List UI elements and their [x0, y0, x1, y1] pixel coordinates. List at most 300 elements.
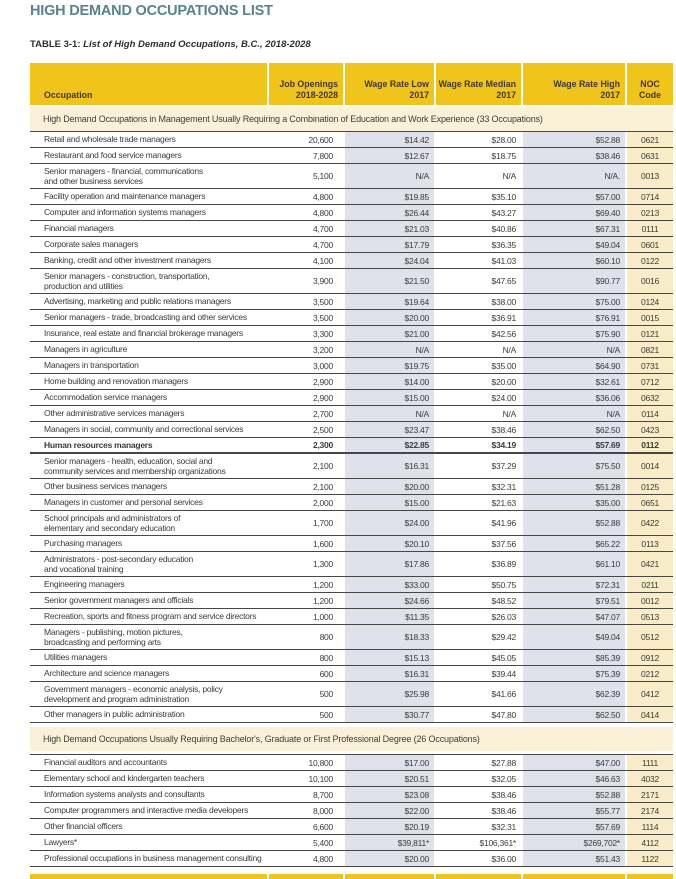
wage-rate-high-cell: $57.69 — [521, 819, 625, 834]
wage-rate-low-cell: $16.31 — [343, 454, 434, 478]
wage-rate-median-cell: $47.80 — [434, 707, 521, 722]
table-header-row — [30, 63, 673, 105]
wage-rate-low-cell: $15.13 — [343, 650, 434, 665]
wage-rate-low-cell: $21.03 — [343, 221, 434, 236]
noc-code-cell: 0731 — [625, 358, 673, 373]
wage-rate-low-cell: $39,811* — [343, 835, 434, 850]
column-header-wage-high: Wage Rate High 2017 — [521, 63, 625, 105]
occupations-table — [30, 63, 673, 879]
wage-rate-high-cell: $85.39 — [521, 650, 625, 665]
noc-code-cell: 0212 — [625, 666, 673, 681]
wage-rate-median-cell: $32.05 — [434, 771, 521, 786]
noc-code-cell: 0912 — [625, 650, 673, 665]
wage-rate-high-cell: $51.43 — [521, 851, 625, 866]
job-openings-cell: 3,500 — [267, 294, 343, 309]
wage-rate-high-cell: $52.88 — [521, 787, 625, 802]
next-header-segment — [267, 874, 343, 879]
occupation-cell: Home building and renovation managers — [44, 376, 188, 387]
job-openings-cell: 4,100 — [267, 253, 343, 268]
wage-rate-median-cell: $37.29 — [434, 454, 521, 478]
wage-rate-high-cell: $69.40 — [521, 205, 625, 220]
noc-code-cell: 0513 — [625, 609, 673, 624]
wage-rate-median-cell: $35.00 — [434, 358, 521, 373]
wage-rate-median-cell: $34.19 — [434, 438, 521, 452]
noc-code-cell: 0601 — [625, 237, 673, 252]
noc-code-cell: 0422 — [625, 511, 673, 535]
occupation-cell: Senior managers - health, education, social and community services and membership organizations — [44, 455, 226, 476]
wage-rate-low-cell: $19.85 — [343, 189, 434, 204]
wage-rate-median-cell: $38.46 — [434, 803, 521, 818]
wage-rate-median-cell: $37.56 — [434, 536, 521, 551]
job-openings-cell: 5,100 — [267, 164, 343, 188]
wage-rate-low-cell: N/A — [343, 164, 434, 188]
occupation-cell: Financial managers — [44, 223, 114, 234]
wage-rate-median-cell: $32.31 — [434, 819, 521, 834]
next-header-segment — [625, 874, 673, 879]
wage-rate-low-cell: $23.47 — [343, 422, 434, 437]
occupation-cell: Human resources managers — [44, 439, 153, 450]
wage-rate-median-cell: $45.05 — [434, 650, 521, 665]
table-row — [30, 205, 673, 221]
job-openings-cell: 20,600 — [267, 132, 343, 147]
job-openings-cell: 4,800 — [267, 205, 343, 220]
wage-rate-low-cell: $24.00 — [343, 511, 434, 535]
wage-rate-low-cell: $24.04 — [343, 253, 434, 268]
occupation-cell: Information systems analysts and consultants — [44, 789, 205, 800]
wage-rate-high-cell: $55.77 — [521, 803, 625, 818]
wage-rate-high-cell: $67.31 — [521, 221, 625, 236]
wage-rate-low-cell: $15.00 — [343, 390, 434, 405]
wage-rate-high-cell: $65.22 — [521, 536, 625, 551]
wage-rate-median-cell: $38.46 — [434, 422, 521, 437]
table-row — [30, 132, 673, 148]
table-row — [30, 358, 673, 374]
wage-rate-high-cell: $47.00 — [521, 755, 625, 770]
table-row — [30, 682, 673, 707]
wage-rate-low-cell: $20.51 — [343, 771, 434, 786]
noc-code-cell: 0632 — [625, 390, 673, 405]
occupation-cell: Facility operation and maintenance managers — [44, 191, 206, 202]
wage-rate-low-cell: $22.85 — [343, 438, 434, 452]
wage-rate-median-cell: $35.10 — [434, 189, 521, 204]
wage-rate-high-cell: $75.90 — [521, 326, 625, 341]
table-row — [30, 511, 673, 536]
noc-code-cell: 0621 — [625, 132, 673, 147]
noc-code-cell: 4032 — [625, 771, 673, 786]
table-row — [30, 495, 673, 511]
noc-code-cell: 0651 — [625, 495, 673, 510]
noc-code-cell: 0112 — [625, 438, 673, 452]
section-rows — [30, 754, 673, 867]
wage-rate-high-cell: $90.77 — [521, 269, 625, 293]
noc-code-cell: 0423 — [625, 422, 673, 437]
occupation-cell: Managers in transportation — [44, 360, 139, 371]
noc-code-cell: 0821 — [625, 342, 673, 357]
next-header-segment — [521, 874, 625, 879]
wage-rate-median-cell: $36.91 — [434, 310, 521, 325]
wage-rate-high-cell: $49.04 — [521, 625, 625, 649]
occupation-cell: Elementary school and kindergarten teachers — [44, 773, 205, 784]
occupation-cell: Administrators - post-secondary education and vocational training — [44, 553, 193, 574]
wage-rate-low-cell: $23.08 — [343, 787, 434, 802]
noc-code-cell: 2171 — [625, 787, 673, 802]
section-rows — [30, 131, 673, 723]
job-openings-cell: 1,200 — [267, 577, 343, 592]
next-header-segment — [434, 874, 521, 879]
wage-rate-median-cell: $106,361* — [434, 835, 521, 850]
wage-rate-median-cell: $38.46 — [434, 787, 521, 802]
table-row — [30, 269, 673, 294]
noc-code-cell: 0014 — [625, 454, 673, 478]
wage-rate-median-cell: $41.96 — [434, 511, 521, 535]
wage-rate-median-cell: $47.65 — [434, 269, 521, 293]
wage-rate-median-cell: $28.00 — [434, 132, 521, 147]
job-openings-cell: 7,800 — [267, 148, 343, 163]
occupation-cell: Corporate sales managers — [44, 239, 139, 250]
job-openings-cell: 2,500 — [267, 422, 343, 437]
wage-rate-high-cell: $269,702* — [521, 835, 625, 850]
job-openings-cell: 3,200 — [267, 342, 343, 357]
wage-rate-high-cell: $32.61 — [521, 374, 625, 389]
wage-rate-high-cell: $35.00 — [521, 495, 625, 510]
table-caption-text: List of High Demand Occupations, B.C., 2018-2028 — [83, 39, 311, 50]
occupation-cell: School principals and administrators of elementary and secondary education — [44, 512, 181, 533]
wage-rate-median-cell: $29.42 — [434, 625, 521, 649]
job-openings-cell: 500 — [267, 707, 343, 722]
wage-rate-high-cell: $75.50 — [521, 454, 625, 478]
noc-code-cell: 1114 — [625, 819, 673, 834]
next-table-header-strip — [30, 874, 673, 879]
table-row — [30, 148, 673, 164]
wage-rate-low-cell: $20.10 — [343, 536, 434, 551]
wage-rate-median-cell: $32.31 — [434, 479, 521, 494]
wage-rate-high-cell: $75.39 — [521, 666, 625, 681]
wage-rate-high-cell: $62.50 — [521, 707, 625, 722]
wage-rate-low-cell: N/A — [343, 406, 434, 421]
column-header-noc-code: NOC Code — [625, 63, 673, 105]
wage-rate-high-cell: $38.46 — [521, 148, 625, 163]
noc-code-cell: 0015 — [625, 310, 673, 325]
job-openings-cell: 3,300 — [267, 326, 343, 341]
wage-rate-high-cell: $46.63 — [521, 771, 625, 786]
noc-code-cell: 0414 — [625, 707, 673, 722]
wage-rate-high-cell: $62.39 — [521, 682, 625, 706]
wage-rate-median-cell: $21.63 — [434, 495, 521, 510]
job-openings-cell: 2,300 — [267, 438, 343, 452]
table-row — [30, 771, 673, 787]
noc-code-cell: 0124 — [625, 294, 673, 309]
table-row — [30, 835, 673, 851]
occupation-cell: Senior managers - financial, communications and other business services — [44, 165, 203, 186]
noc-code-cell: 0125 — [625, 479, 673, 494]
job-openings-cell: 800 — [267, 650, 343, 665]
noc-code-cell: 0013 — [625, 164, 673, 188]
wage-rate-low-cell: $16.31 — [343, 666, 434, 681]
column-header-wage-median: Wage Rate Median 2017 — [434, 63, 521, 105]
occupation-cell: Computer and information systems managers — [44, 207, 206, 218]
job-openings-cell: 4,700 — [267, 221, 343, 236]
wage-rate-high-cell: $62.50 — [521, 422, 625, 437]
table-row — [30, 650, 673, 666]
wage-rate-median-cell: $24.00 — [434, 390, 521, 405]
occupation-cell: Managers in customer and personal services — [44, 497, 203, 508]
noc-code-cell: 0512 — [625, 625, 673, 649]
noc-code-cell: 1111 — [625, 755, 673, 770]
table-row — [30, 342, 673, 358]
wage-rate-low-cell: $17.79 — [343, 237, 434, 252]
wage-rate-low-cell: $17.00 — [343, 755, 434, 770]
table-row — [30, 326, 673, 342]
wage-rate-median-cell: $20.00 — [434, 374, 521, 389]
wage-rate-median-cell: $40.86 — [434, 221, 521, 236]
page-title: HIGH DEMAND OCCUPATIONS LIST — [30, 3, 273, 19]
wage-rate-high-cell: $36.06 — [521, 390, 625, 405]
job-openings-cell: 1,300 — [267, 552, 343, 576]
table-row — [30, 851, 673, 867]
job-openings-cell: 2,700 — [267, 406, 343, 421]
noc-code-cell: 0631 — [625, 148, 673, 163]
table-row — [30, 593, 673, 609]
wage-rate-high-cell: $57.00 — [521, 189, 625, 204]
table-body — [30, 107, 673, 867]
occupation-cell: Managers in social, community and correctional services — [44, 424, 244, 435]
job-openings-cell: 3,500 — [267, 310, 343, 325]
job-openings-cell: 10,800 — [267, 755, 343, 770]
job-openings-cell: 8,700 — [267, 787, 343, 802]
wage-rate-median-cell: $41.66 — [434, 682, 521, 706]
job-openings-cell: 2,000 — [267, 495, 343, 510]
table-row — [30, 536, 673, 552]
table-row — [30, 390, 673, 406]
wage-rate-high-cell: $60.10 — [521, 253, 625, 268]
noc-code-cell: 0714 — [625, 189, 673, 204]
table-row — [30, 294, 673, 310]
occupation-cell: Other financial officers — [44, 821, 123, 832]
wage-rate-median-cell: $42.56 — [434, 326, 521, 341]
table-row — [30, 374, 673, 390]
table-row — [30, 479, 673, 495]
job-openings-cell: 4,800 — [267, 851, 343, 866]
wage-rate-low-cell: N/A — [343, 342, 434, 357]
table-row — [30, 609, 673, 625]
wage-rate-median-cell: N/A — [434, 164, 521, 188]
wage-rate-high-cell: $79.51 — [521, 593, 625, 608]
table-row — [30, 666, 673, 682]
occupation-cell: Other managers in public administration — [44, 709, 185, 720]
table-row — [30, 253, 673, 269]
noc-code-cell: 0211 — [625, 577, 673, 592]
occupation-cell: Government managers - economic analysis, policy development and program administration — [44, 683, 223, 704]
wage-rate-high-cell: $57.69 — [521, 438, 625, 452]
occupation-cell: Senior managers - trade, broadcasting and other services — [44, 312, 247, 323]
wage-rate-median-cell: $36.89 — [434, 552, 521, 576]
wage-rate-high-cell: $61.10 — [521, 552, 625, 576]
table-row — [30, 707, 673, 723]
wage-rate-low-cell: $20.00 — [343, 851, 434, 866]
job-openings-cell: 2,900 — [267, 374, 343, 389]
occupation-cell: Other business services managers — [44, 481, 167, 492]
occupation-cell: Advertising, marketing and public relations managers — [44, 296, 231, 307]
job-openings-cell: 6,600 — [267, 819, 343, 834]
table-row — [30, 577, 673, 593]
wage-rate-low-cell: $14.00 — [343, 374, 434, 389]
table-row — [30, 755, 673, 771]
wage-rate-median-cell: $36.35 — [434, 237, 521, 252]
noc-code-cell: 0113 — [625, 536, 673, 551]
occupation-cell: Computer programmers and interactive media developers — [44, 805, 249, 816]
wage-rate-median-cell: $27.88 — [434, 755, 521, 770]
occupation-cell: Retail and wholesale trade managers — [44, 134, 176, 145]
wage-rate-low-cell: $12.67 — [343, 148, 434, 163]
occupation-cell: Utilities managers — [44, 652, 108, 663]
wage-rate-high-cell: $47.07 — [521, 609, 625, 624]
noc-code-cell: 0712 — [625, 374, 673, 389]
occupation-cell: Recreation, sports and fitness program and service directors — [44, 611, 257, 622]
noc-code-cell: 0412 — [625, 682, 673, 706]
section-header: High Demand Occupations Usually Requiring Bachelor's, Graduate or First Professional Degree (26 Occupations) — [30, 727, 673, 751]
noc-code-cell: 0121 — [625, 326, 673, 341]
job-openings-cell: 3,900 — [267, 269, 343, 293]
wage-rate-low-cell: $14.42 — [343, 132, 434, 147]
wage-rate-median-cell: $18.75 — [434, 148, 521, 163]
occupation-cell: Professional occupations in business management consulting — [44, 853, 262, 864]
wage-rate-high-cell: $64.90 — [521, 358, 625, 373]
wage-rate-low-cell: $26.44 — [343, 205, 434, 220]
job-openings-cell: 600 — [267, 666, 343, 681]
wage-rate-low-cell: $25.98 — [343, 682, 434, 706]
job-openings-cell: 4,800 — [267, 189, 343, 204]
column-header-wage-low: Wage Rate Low 2017 — [343, 63, 434, 105]
wage-rate-low-cell: $22.00 — [343, 803, 434, 818]
wage-rate-low-cell: $33.00 — [343, 577, 434, 592]
noc-code-cell: 1122 — [625, 851, 673, 866]
job-openings-cell: 500 — [267, 682, 343, 706]
job-openings-cell: 1,000 — [267, 609, 343, 624]
occupation-cell: Accommodation service managers — [44, 392, 167, 403]
wage-rate-low-cell: $30.77 — [343, 707, 434, 722]
occupation-cell: Senior managers - construction, transportation, production and utilities — [44, 270, 210, 291]
next-header-segment — [30, 874, 267, 879]
noc-code-cell: 0111 — [625, 221, 673, 236]
job-openings-cell: 2,100 — [267, 454, 343, 478]
wage-rate-low-cell: $18.33 — [343, 625, 434, 649]
wage-rate-high-cell: $52.88 — [521, 132, 625, 147]
job-openings-cell: 10,100 — [267, 771, 343, 786]
job-openings-cell: 5,400 — [267, 835, 343, 850]
wage-rate-low-cell: $20.19 — [343, 819, 434, 834]
wage-rate-low-cell: $19.64 — [343, 294, 434, 309]
wage-rate-median-cell: $50.75 — [434, 577, 521, 592]
table-row — [30, 221, 673, 237]
occupation-cell: Managers - publishing, motion pictures, broadcasting and performing arts — [44, 626, 183, 647]
wage-rate-median-cell: $26.03 — [434, 609, 521, 624]
table-row — [30, 438, 673, 454]
noc-code-cell: 0012 — [625, 593, 673, 608]
column-header-job-openings: Job Openings 2018-2028 — [267, 63, 343, 105]
wage-rate-median-cell: $38.00 — [434, 294, 521, 309]
wage-rate-high-cell: $51.28 — [521, 479, 625, 494]
occupation-cell: Banking, credit and other investment managers — [44, 255, 211, 266]
job-openings-cell: 4,700 — [267, 237, 343, 252]
wage-rate-median-cell: $43.27 — [434, 205, 521, 220]
wage-rate-low-cell: $11.35 — [343, 609, 434, 624]
wage-rate-high-cell: $49.04 — [521, 237, 625, 252]
wage-rate-median-cell: $39.44 — [434, 666, 521, 681]
occupation-cell: Architecture and science managers — [44, 668, 169, 679]
table-row — [30, 625, 673, 650]
occupation-cell: Managers in agriculture — [44, 344, 128, 355]
section-header: High Demand Occupations in Management Usually Requiring a Combination of Education and Work Experience (33 Occupations) — [30, 107, 673, 131]
occupation-cell: Restaurant and food service managers — [44, 150, 182, 161]
wage-rate-low-cell: $15.00 — [343, 495, 434, 510]
wage-rate-low-cell: $20.00 — [343, 310, 434, 325]
job-openings-cell: 2,100 — [267, 479, 343, 494]
table-row — [30, 310, 673, 326]
job-openings-cell: 1,200 — [267, 593, 343, 608]
noc-code-cell: 2174 — [625, 803, 673, 818]
occupation-cell: Financial auditors and accountants — [44, 757, 167, 768]
table-row — [30, 787, 673, 803]
table-row — [30, 422, 673, 438]
noc-code-cell: 0213 — [625, 205, 673, 220]
wage-rate-median-cell: $36.00 — [434, 851, 521, 866]
wage-rate-median-cell: N/A — [434, 406, 521, 421]
job-openings-cell: 3,000 — [267, 358, 343, 373]
noc-code-cell: 0421 — [625, 552, 673, 576]
wage-rate-high-cell: $75.00 — [521, 294, 625, 309]
table-row — [30, 164, 673, 189]
wage-rate-high-cell: $52.88 — [521, 511, 625, 535]
wage-rate-high-cell: N/A — [521, 342, 625, 357]
wage-rate-low-cell: $20.00 — [343, 479, 434, 494]
job-openings-cell: 1,600 — [267, 536, 343, 551]
table-row — [30, 189, 673, 205]
occupation-cell: Senior government managers and officials — [44, 595, 194, 606]
table-row — [30, 552, 673, 577]
wage-rate-high-cell: $76.91 — [521, 310, 625, 325]
job-openings-cell: 2,900 — [267, 390, 343, 405]
occupation-cell: Purchasing managers — [44, 538, 122, 549]
wage-rate-low-cell: $21.00 — [343, 326, 434, 341]
noc-code-cell: 0114 — [625, 406, 673, 421]
table-row — [30, 237, 673, 253]
wage-rate-median-cell: $41.03 — [434, 253, 521, 268]
wage-rate-low-cell: $19.75 — [343, 358, 434, 373]
wage-rate-high-cell: $72.31 — [521, 577, 625, 592]
table-row — [30, 819, 673, 835]
wage-rate-low-cell: $24.66 — [343, 593, 434, 608]
wage-rate-median-cell: N/A — [434, 342, 521, 357]
wage-rate-high-cell: N/A. — [521, 164, 625, 188]
job-openings-cell: 800 — [267, 625, 343, 649]
occupation-cell: Engineering managers — [44, 579, 125, 590]
table-label: TABLE 3-1: — [30, 39, 81, 50]
wage-rate-low-cell: $17.86 — [343, 552, 434, 576]
occupation-cell: Other administrative services managers — [44, 408, 185, 419]
table-row — [30, 454, 673, 479]
table-caption — [30, 39, 673, 51]
job-openings-cell: 8,000 — [267, 803, 343, 818]
occupation-cell: Lawyers* — [44, 837, 77, 848]
noc-code-cell: 0016 — [625, 269, 673, 293]
wage-rate-median-cell: $48.52 — [434, 593, 521, 608]
table-row — [30, 803, 673, 819]
occupation-cell: Insurance, real estate and financial brokerage managers — [44, 328, 243, 339]
job-openings-cell: 1,700 — [267, 511, 343, 535]
table-row — [30, 406, 673, 422]
column-header-occupation: Occupation — [30, 63, 267, 105]
noc-code-cell: 4112 — [625, 835, 673, 850]
